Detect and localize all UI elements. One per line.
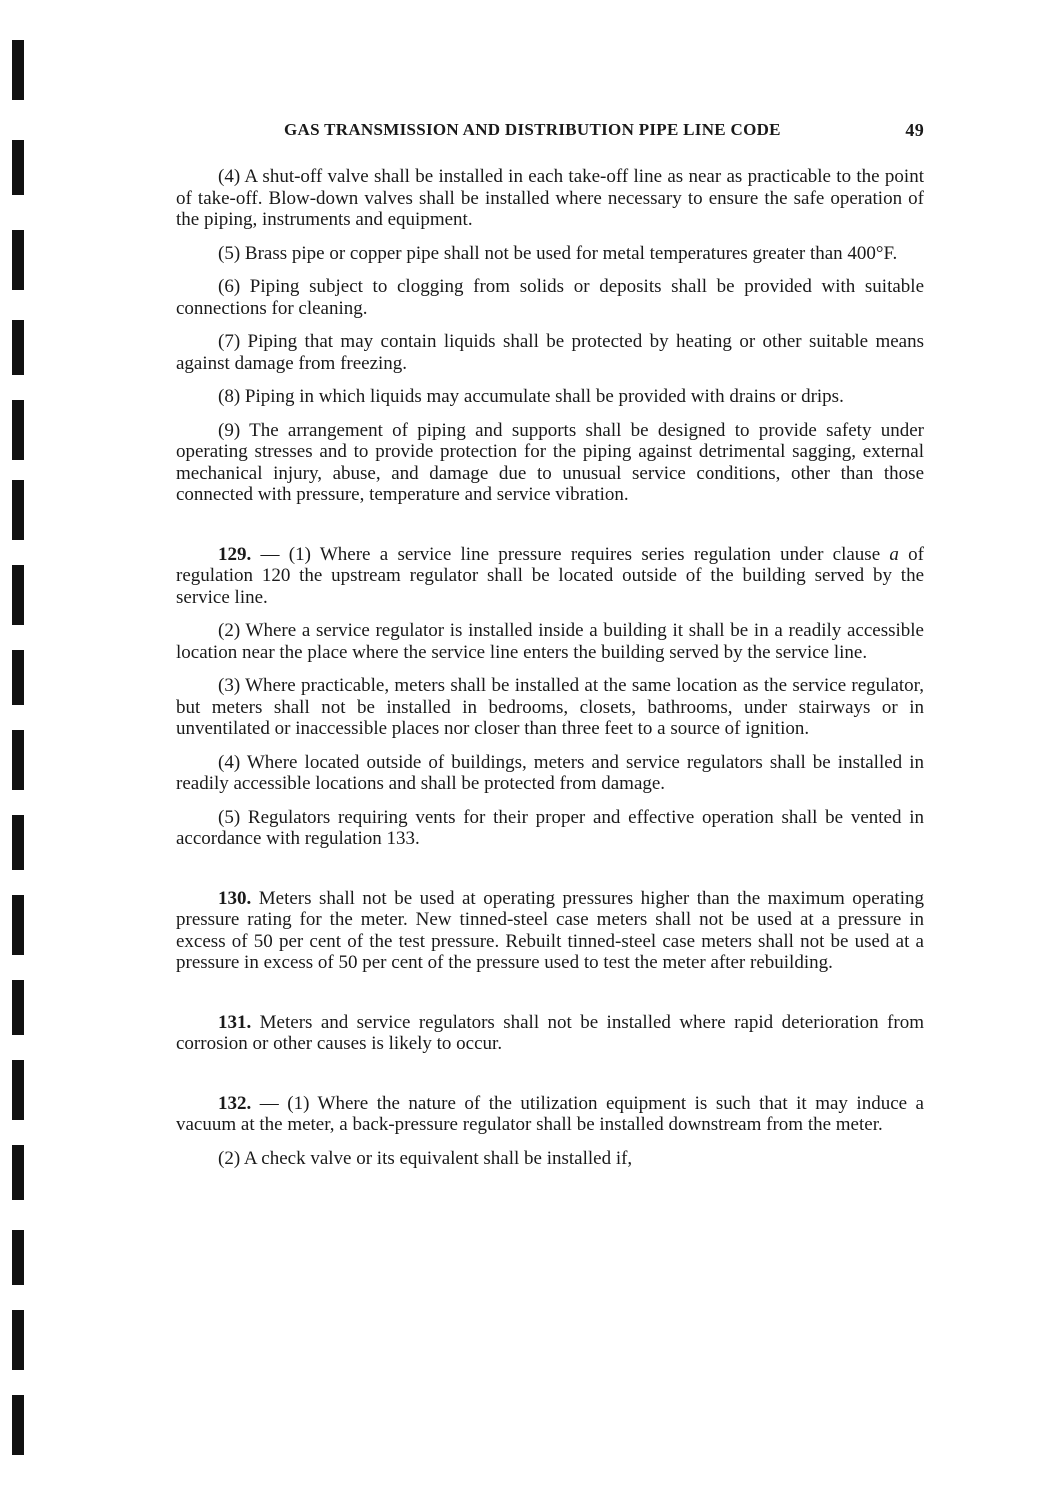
section-number: 132. [218, 1092, 252, 1114]
section-131 [176, 1012, 924, 1055]
paragraph-text: — (1) Where a service line pressure requires series regulation under clause [251, 543, 890, 565]
section-number: 130. [218, 887, 252, 909]
paragraph-129-4: (4) Where located outside of buildings, meters and service regulators shall be installed in readily accessible locations and shall be protected from damage. [176, 751, 924, 794]
binding-mark [12, 980, 24, 1035]
binding-mark [12, 230, 24, 290]
paragraph-129-2: (2) Where a service regulator is installed inside a building it shall be in a readily accessible location near the place where the service line enters the building served by the service line. [176, 620, 924, 663]
binding-mark [12, 1060, 24, 1120]
binding-mark [12, 815, 24, 870]
binding-mark [12, 1310, 24, 1370]
paragraph-132-2: (2) A check valve or its equivalent shall be installed if, [218, 1147, 633, 1169]
binding-mark [12, 895, 24, 955]
paragraph-128-7: (7) Piping that may contain liquids shall be protected by heating or other suitable means against damage from freezing. [176, 331, 924, 374]
paragraph-text: Meters and service regulators shall not be installed where rapid deterioration from corrosion or other causes is likely to occur. [176, 1011, 924, 1054]
paragraph-129-5: (5) Regulators requiring vents for their proper and effective operation shall be vented in accordance with regulation 133. [176, 806, 924, 849]
paragraph-128-9: (9) The arrangement of piping and supports shall be designed to provide safety under operating stresses and to provide protection for the piping against detrimental sagging, external mechanical injury, abuse, and damage due to unusual service conditions, other than those connected with pressure, temperature and service vibration. [176, 419, 924, 505]
paragraph-128-5: (5) Brass pipe or copper pipe shall not be used for metal temperatures greater than 400°F. [218, 242, 898, 264]
binding-marks [12, 0, 28, 1496]
binding-mark [12, 40, 24, 100]
clause-letter: a [889, 543, 899, 565]
section-132-1 [176, 1093, 924, 1136]
binding-mark [12, 1230, 24, 1285]
section-number: 131. [218, 1011, 252, 1033]
paragraph-text: — (1) Where the nature of the utilization equipment is such that it may induce a vacuum at the meter, a back-pressure regulator shall be installed downstream from the meter. [176, 1092, 924, 1135]
binding-mark [12, 320, 24, 375]
document-page [176, 120, 924, 1181]
binding-mark [12, 480, 24, 540]
binding-mark [12, 400, 24, 460]
paragraph-text: of regulation 120 the upstream regulator shall be located outside of the building served by the service line. [176, 543, 925, 608]
paragraph-text: Meters shall not be used at operating pressures higher than the maximum operating pressure rating for the meter. New tinned-steel case meters shall not be used at a pressure in excess of 50 per cent of the test pressure. Rebuilt tinned-steel case meters shall not be used at a pressure in excess of 50 per cent of the pressure used to test the meter after rebuilding. [176, 887, 924, 973]
paragraph-128-4: (4) A shut-off valve shall be installed in each take-off line as near as practicable to the point of take-off. Blow-down valves shall be installed where necessary to ensure the safe operation of the piping, instruments and equipment. [176, 166, 924, 230]
binding-mark [12, 650, 24, 705]
section-129-1 [176, 544, 924, 609]
binding-mark [12, 565, 24, 625]
running-header [176, 120, 924, 144]
page-number: 49 [905, 120, 924, 140]
section-number: 129. [218, 543, 252, 565]
binding-mark [12, 1145, 24, 1200]
header-title: GAS TRANSMISSION AND DISTRIBUTION PIPE LINE CODE [284, 120, 781, 139]
binding-mark [12, 140, 24, 195]
section-130 [176, 888, 924, 974]
binding-mark [12, 1395, 24, 1455]
paragraph-128-8: (8) Piping in which liquids may accumulate shall be provided with drains or drips. [218, 386, 844, 407]
paragraph-129-3: (3) Where practicable, meters shall be installed at the same location as the service regulator, but meters shall not be installed in bedrooms, closets, bathrooms, under stairways or in unventilated or inaccessible places nor closer than three feet to a source of ignition. [176, 675, 924, 739]
paragraph-128-6: (6) Piping subject to clogging from solids or deposits shall be provided with suitable connections for cleaning. [176, 276, 924, 319]
binding-mark [12, 730, 24, 790]
